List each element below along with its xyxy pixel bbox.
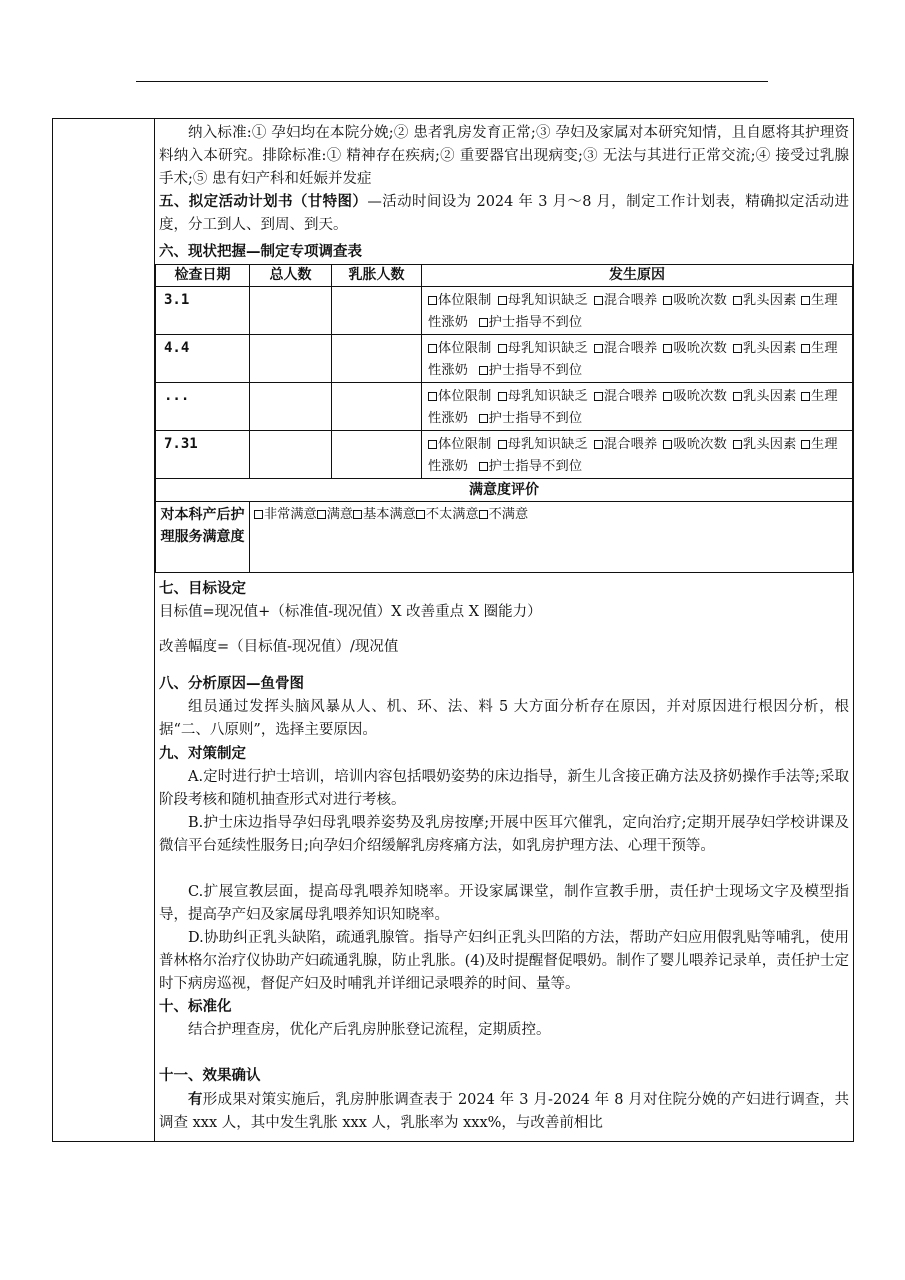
checkbox-icon[interactable] xyxy=(479,414,488,423)
checkbox-icon[interactable] xyxy=(594,344,603,353)
table-header-row xyxy=(156,265,853,287)
checkbox-icon[interactable] xyxy=(594,440,603,449)
section-5 xyxy=(159,191,849,237)
cause-options: 体位限制 母乳知识缺乏 混合喂养 吸吮次数 乳头因素 生理性涨奶 护士指导不到位 xyxy=(422,287,853,335)
row-total-cell[interactable] xyxy=(250,431,332,479)
section-9-title: 九、对策制定 xyxy=(159,746,246,762)
goal-formula: 目标值=现况值+（标准值-现况值）X 改善重点 X 圈能力） xyxy=(159,604,542,620)
measure-d: D.协助纠正乳头缺陷，疏通乳腺管。指导产妇纠正乳头凹陷的方法，帮助产妇应用假乳贴等哺乳，使用普林格尔治疗仪协助产妇疏通乳腺，防止乳胀。(4)及时提醒督促喂奶。制作了婴儿喂养记录单，责任护士定时下病房巡视，督促产妇及时哺乳并详细记录喂养的时间、量等。 xyxy=(159,930,849,992)
checkbox-icon[interactable] xyxy=(428,344,437,353)
checkbox-icon[interactable] xyxy=(733,440,742,449)
content-column xyxy=(155,119,853,1141)
checkbox-icon[interactable] xyxy=(428,440,437,449)
section-10-text: 结合护理查房，优化产后乳房肿胀登记流程，定期质控。 xyxy=(188,1022,551,1038)
checkbox-icon[interactable] xyxy=(663,296,672,305)
header-engorgement-count: 乳胀人数 xyxy=(332,265,422,287)
section-5-title: 五、拟定活动计划书（甘特图） xyxy=(159,194,368,210)
document-frame xyxy=(52,118,854,1142)
table-row xyxy=(156,287,853,335)
table-row xyxy=(156,431,853,479)
left-label-column xyxy=(53,119,155,1141)
satisfaction-title-row xyxy=(156,479,853,502)
checkbox-icon[interactable] xyxy=(498,296,507,305)
satisfaction-options: 非常满意 满意 基本满意 不太满意 不满意 xyxy=(250,502,853,573)
checkbox-icon[interactable] xyxy=(663,392,672,401)
row-engorgement-cell[interactable] xyxy=(332,287,422,335)
satisfaction-label: 对本科产后护理服务满意度 xyxy=(156,502,250,573)
survey-table xyxy=(155,264,853,573)
cause-options: 体位限制 母乳知识缺乏 混合喂养 吸吮次数 乳头因素 生理性涨奶 护士指导不到位 xyxy=(422,383,853,431)
header-rule xyxy=(136,81,768,82)
section-11-title: 十一、效果确认 xyxy=(159,1068,261,1084)
checkbox-icon[interactable] xyxy=(428,392,437,401)
checkbox-icon[interactable] xyxy=(479,510,488,519)
measure-c: C.扩展宣教层面，提高母乳喂养知晓率。开设家属课堂，制作宣教手册，责任护士现场文字及模型指导，提高孕产妇及家属母乳喂养知识知晓率。 xyxy=(159,884,849,923)
checkbox-icon[interactable] xyxy=(733,392,742,401)
checkbox-icon[interactable] xyxy=(733,344,742,353)
row-total-cell[interactable] xyxy=(250,383,332,431)
header-cause: 发生原因 xyxy=(422,265,853,287)
section-7-title: 七、目标设定 xyxy=(159,581,246,597)
header-check-date: 检查日期 xyxy=(156,265,250,287)
cause-options: 体位限制 母乳知识缺乏 混合喂养 吸吮次数 乳头因素 生理性涨奶 护士指导不到位 xyxy=(422,335,853,383)
checkbox-icon[interactable] xyxy=(479,366,488,375)
row-date: 3.1 xyxy=(156,287,250,335)
row-engorgement-cell[interactable] xyxy=(332,335,422,383)
row-date: ... xyxy=(156,383,250,431)
checkbox-icon[interactable] xyxy=(254,510,263,519)
row-engorgement-cell[interactable] xyxy=(332,383,422,431)
improvement-formula: 改善幅度=（目标值-现况值）/现况值 xyxy=(159,639,399,655)
checkbox-icon[interactable] xyxy=(428,296,437,305)
section-10-title: 十、标准化 xyxy=(159,999,232,1015)
checkbox-icon[interactable] xyxy=(801,344,810,353)
checkbox-icon[interactable] xyxy=(498,344,507,353)
checkbox-icon[interactable] xyxy=(663,344,672,353)
checkbox-icon[interactable] xyxy=(801,296,810,305)
section-11-lead: 有 xyxy=(188,1091,203,1108)
checkbox-icon[interactable] xyxy=(317,510,326,519)
section-8-text: 组员通过发挥头脑风暴从人、机、环、法、料 5 大方面分析存在原因，并对原因进行根因分析，根据“二、八原则”，选择主要原因。 xyxy=(159,699,849,738)
row-date: 4.4 xyxy=(156,335,250,383)
checkbox-icon[interactable] xyxy=(733,296,742,305)
checkbox-icon[interactable] xyxy=(594,392,603,401)
checkbox-icon[interactable] xyxy=(479,318,488,327)
table-row xyxy=(156,335,853,383)
measure-b: B.护士床边指导孕妇母乳喂养姿势及乳房按摩;开展中医耳穴催乳，定向治疗;定期开展孕妇学校讲课及微信平台延续性服务日;向孕妇介绍缓解乳房疼痛方法，如乳房护理方法、心理干预等。 xyxy=(159,815,849,854)
row-date: 7.31 xyxy=(156,431,250,479)
checkbox-icon[interactable] xyxy=(498,440,507,449)
section-11-text: 有形成果对策实施后，乳房肿胀调查表于 2024 年 3 月-2024 年 8 月对住院分娩的产妇进行调查，共调查 xxx 人，其中发生乳胀 xxx 人，乳胀率为 xxx%，与改善前相比 xyxy=(159,1091,849,1131)
checkbox-icon[interactable] xyxy=(663,440,672,449)
satisfaction-title: 满意度评价 xyxy=(156,479,853,502)
measure-a: A.定时进行护士培训，培训内容包括喂奶姿势的床边指导，新生儿含接正确方法及挤奶操作手法等;采取阶段考核和随机抽查形式对进行考核。 xyxy=(159,769,849,808)
section-6-title: 六、现状把握—制定专项调查表 xyxy=(159,244,362,260)
checkbox-icon[interactable] xyxy=(479,462,488,471)
satisfaction-row xyxy=(156,502,853,573)
cause-options: 体位限制 母乳知识缺乏 混合喂养 吸吮次数 乳头因素 生理性涨奶 护士指导不到位 xyxy=(422,431,853,479)
checkbox-icon[interactable] xyxy=(801,440,810,449)
row-engorgement-cell[interactable] xyxy=(332,431,422,479)
section-5-text: —活动时间设为 2024 年 3 月～8 月，制定工作计划表，精确拟定活动进度，分工到人、到周、到天。 xyxy=(159,194,849,233)
checkbox-icon[interactable] xyxy=(353,510,362,519)
row-total-cell[interactable] xyxy=(250,287,332,335)
header-total: 总人数 xyxy=(250,265,332,287)
inclusion-criteria: 纳入标准:① 孕妇均在本院分娩;② 患者乳房发育正常;③ 孕妇及家属对本研究知情，且自愿将其护理资料纳入本研究。排除标准:① 精神存在疾病;② 重要器官出现病变;③ 无法与其进行正常交流;④ 接受过乳腺手术;⑤ 患有妇产科和妊娠并发症 xyxy=(159,125,849,187)
checkbox-icon[interactable] xyxy=(594,296,603,305)
checkbox-icon[interactable] xyxy=(801,392,810,401)
checkbox-icon[interactable] xyxy=(416,510,425,519)
row-total-cell[interactable] xyxy=(250,335,332,383)
checkbox-icon[interactable] xyxy=(498,392,507,401)
table-row xyxy=(156,383,853,431)
section-8-title: 八、分析原因—鱼骨图 xyxy=(159,676,304,692)
